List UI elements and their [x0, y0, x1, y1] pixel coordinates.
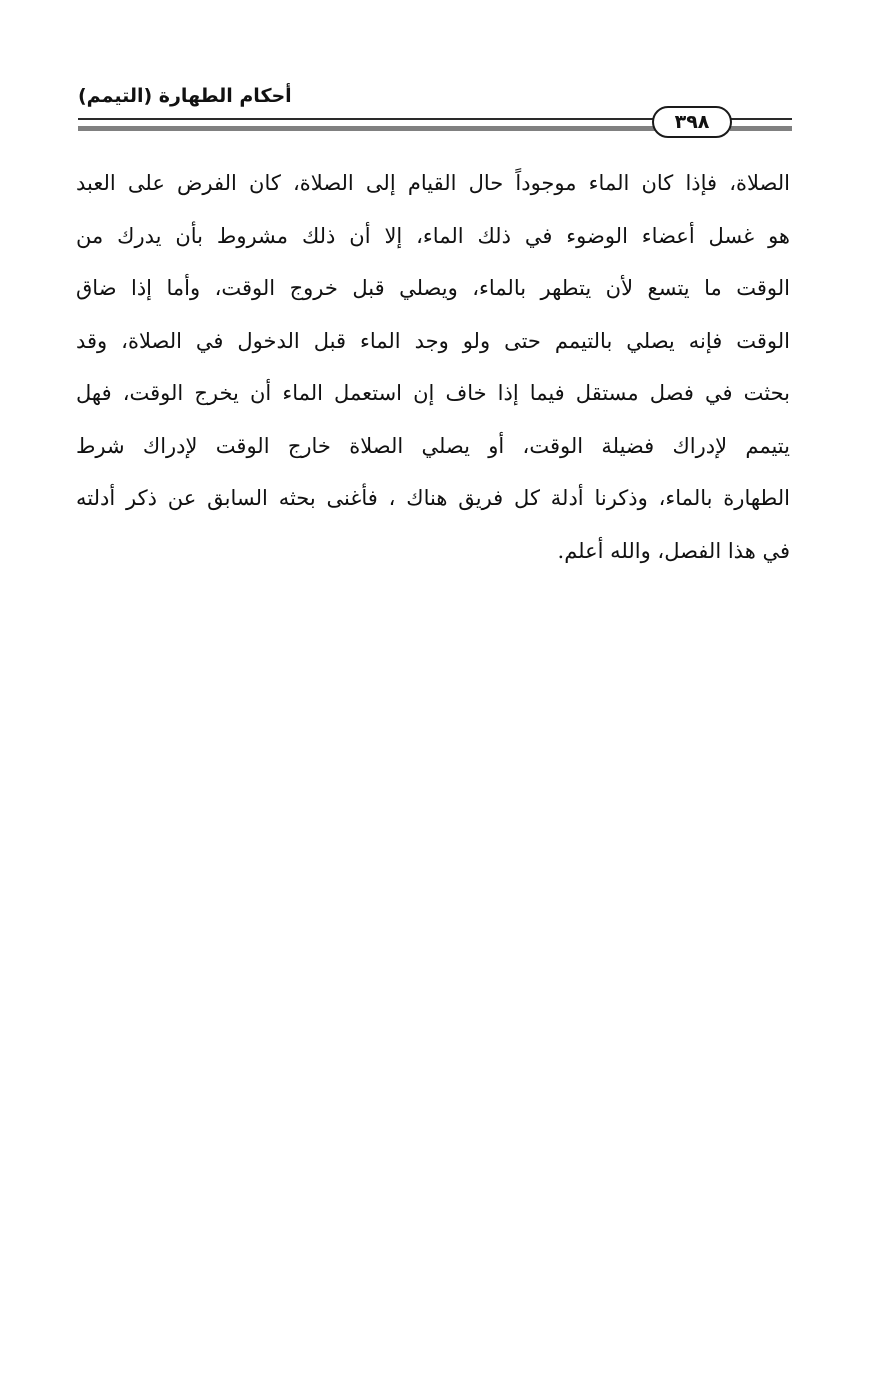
- header-rule-thick: [78, 126, 656, 131]
- text-line: في هذا الفصل، والله أعلم.: [557, 538, 790, 563]
- page-number: ٣٩٨: [652, 106, 732, 138]
- text-line: الوقت ما يتسع لأن يتطهر بالماء، ويصلي قبل خروج الوقت، وأما إذا ضاق: [76, 276, 790, 300]
- body-paragraph: [76, 161, 790, 581]
- text-line: الصلاة، فإذا كان الماء موجوداً حال القيام إلى الصلاة، كان الفرض على العبد: [76, 171, 790, 195]
- header-rule-thin-right: [730, 118, 792, 120]
- text-line: يتيمم لإدراك فضيلة الوقت، أو يصلي الصلاة خارج الوقت لإدراك شرط: [76, 433, 790, 458]
- text-line: الوقت فإنه يصلي بالتيمم حتى ولو وجد الماء قبل الدخول في الصلاة، وقد: [76, 328, 790, 353]
- header-rule-thick-right: [730, 126, 792, 131]
- text-line: الطهارة بالماء، وذكرنا أدلة كل فريق هناك ، فأغنى بحثه السابق عن ذكر أدلته: [76, 486, 790, 510]
- running-title: أحكام الطهارة (التيمم): [78, 85, 292, 107]
- text-line: هو غسل أعضاء الوضوء في ذلك الماء، إلا أن ذلك مشروط بأن يدرك من: [76, 223, 790, 248]
- text-line: بحثت في فصل مستقل فيما إذا خاف إن استعمل الماء أن يخرج الوقت، فهل: [76, 381, 790, 405]
- header-rule-thin: [78, 118, 656, 120]
